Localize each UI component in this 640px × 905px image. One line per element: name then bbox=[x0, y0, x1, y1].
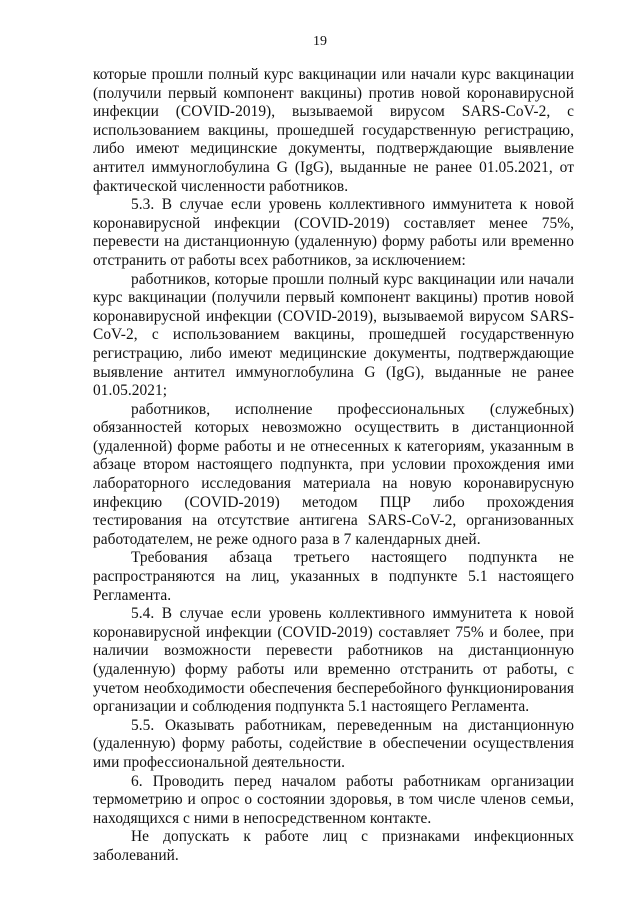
paragraph-no-admission: Не допускать к работе лиц с признаками инфекционных заболеваний. bbox=[93, 828, 574, 864]
paragraph-6: 6. Проводить перед началом работы работникам организации термометрию и опрос о состоянии здоровья, в том числе членов семьи, находящихся с ними в непосредственном контакте. bbox=[93, 772, 574, 827]
document-body bbox=[93, 66, 574, 866]
paragraph-continuation: которые прошли полный курс вакцинации или начали курс вакцинации (получили первый компонент вакцины) против новой коронавирусной инфекции (COVID-2019), вызываемой вирусом SARS-CoV-2, с использованием вакцины, прошедшей государственную регистрацию, либо имеют медицинские документы, подтверждающие выявление антител иммуноглобулина G (IgG), выданные не ранее 01.05.2021, от фактической численности работников. bbox=[93, 66, 574, 195]
paragraph-exempt-workers: работников, исполнение профессиональных (служебных) обязанностей которых невозможно осуществить в дистанционной (удаленной) форме работы и не отнесенных к категориям, указанным в абзаце втором настоящего подпункта, при условии прохождения ими лабораторного исследования материала на новую коронавирусную инфекцию (COVID-2019) методом ПЦР либо прохождения тестирования на отсутствие антигена SARS-CoV-2, организованных работодателем, не реже одного раза в 7 календарных дней. bbox=[93, 400, 574, 548]
paragraph-5-4: 5.4. В случае если уровень коллективного иммунитета к новой коронавирусной инфекции (COVID-2019) составляет 75% и более, при наличии возможности перевести работников на дистанционную (удаленную) форму работы или временно отстранить от работы, с учетом необходимости обеспечения бесперебойного функционирования организации и соблюдения подпункта 5.1 настоящего Регламента. bbox=[93, 605, 574, 716]
paragraph-requirements: Требования абзаца третьего настоящего подпункта не распространяются на лиц, указанных в подпункте 5.1 настоящего Регламента. bbox=[93, 549, 574, 604]
paragraph-vaccinated-workers: работников, которые прошли полный курс вакцинации или начали курс вакцинации (получили первый компонент вакцины) против новой коронавирусной инфекции (COVID-2019), вызываемой вирусом SARS-CoV-2, с использованием вакцины, прошедшей государственную регистрацию, либо имеют медицинские документы, подтверждающие выявление антител иммуноглобулина G (IgG), выданные не ранее 01.05.2021; bbox=[93, 270, 574, 400]
page-number: 19 bbox=[313, 34, 327, 49]
paragraph-5-3: 5.3. В случае если уровень коллективного иммунитета к новой коронавирусной инфекции (COVID-2019) составляет менее 75%, перевести на дистанционную (удаленную) форму работы или временно отстранить от работы всех работников, за исключением: bbox=[93, 196, 574, 269]
paragraph-5-5: 5.5. Оказывать работникам, переведенным на дистанционную (удаленную) форму работы, содействие в обеспечении осуществления ими профессиональной деятельности. bbox=[93, 716, 574, 771]
